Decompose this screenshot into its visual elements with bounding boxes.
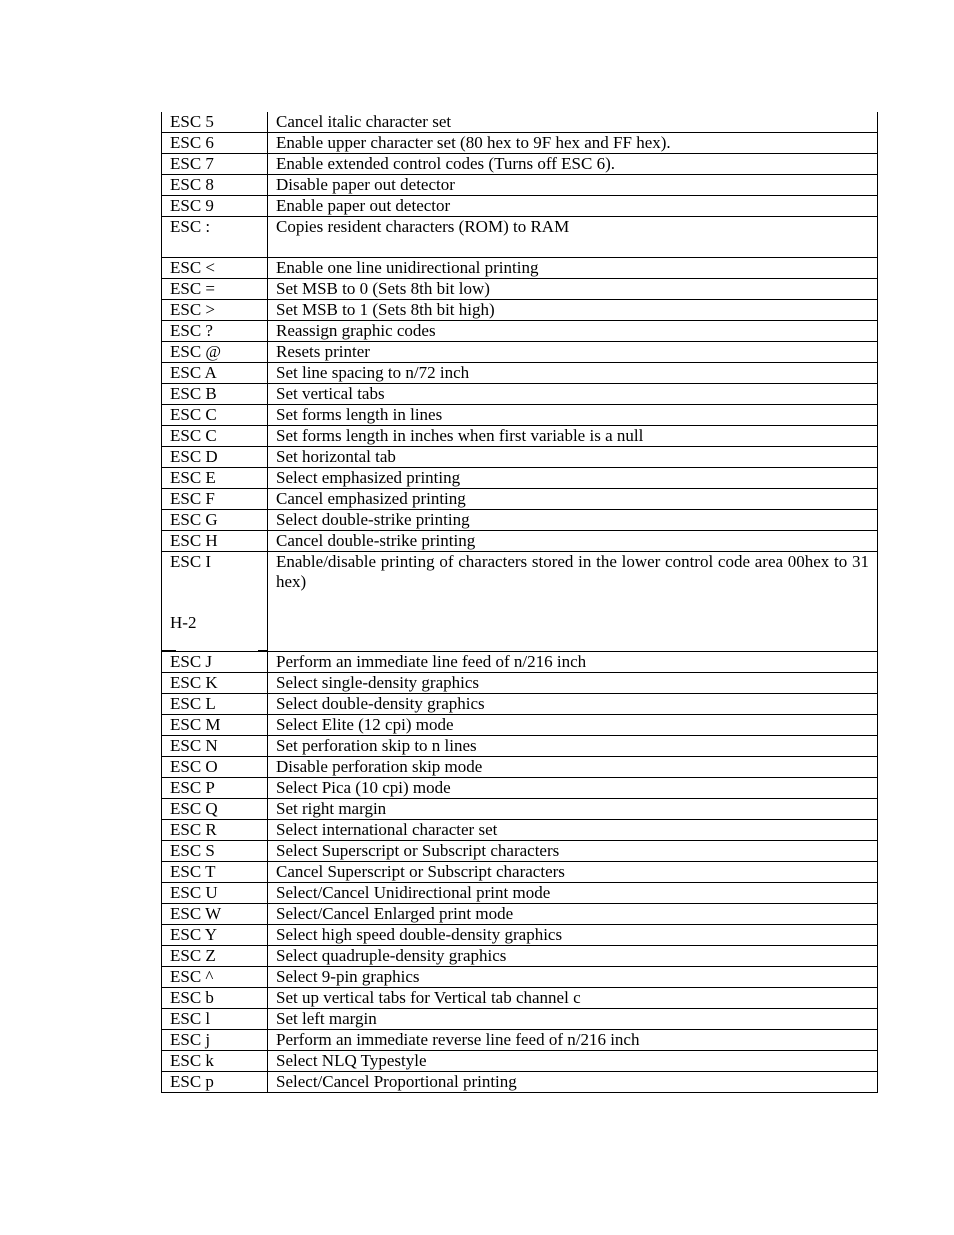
command-description: Cancel Superscript or Subscript characters: [268, 862, 878, 883]
table-row: [162, 321, 878, 342]
command-description: Select Superscript or Subscript characters: [268, 841, 878, 862]
command-code: ESC j: [170, 1030, 211, 1049]
table-row: [162, 363, 878, 384]
table-row: [162, 736, 878, 757]
table-row: [162, 489, 878, 510]
command-code-cell: [162, 778, 268, 799]
command-code-cell: [162, 799, 268, 820]
table-row: [162, 1072, 878, 1093]
table-row: [162, 988, 878, 1009]
command-code: ESC l: [170, 1009, 211, 1028]
command-code: ESC T: [170, 862, 216, 881]
command-code-cell: [162, 1009, 268, 1030]
table-row: [162, 405, 878, 426]
command-code-cell: [162, 342, 268, 363]
command-code: ESC 6: [170, 133, 214, 152]
command-description: Reassign graphic codes: [268, 321, 878, 342]
command-code: ESC @: [170, 342, 222, 361]
table-row: [162, 1009, 878, 1030]
table-row: [162, 904, 878, 925]
command-description: Set up vertical tabs for Vertical tab channel c: [268, 988, 878, 1009]
command-description: Enable one line unidirectional printing: [268, 258, 878, 279]
table-row: [162, 300, 878, 321]
command-code: ESC :: [170, 217, 211, 236]
command-code: ESC 8: [170, 175, 214, 194]
table-row: [162, 552, 878, 652]
command-code-cell: [162, 736, 268, 757]
command-code-cell: [162, 694, 268, 715]
command-code: ESC M: [170, 715, 221, 734]
table-row: [162, 196, 878, 217]
command-code-cell: [162, 715, 268, 736]
command-description: Select double-strike printing: [268, 510, 878, 531]
command-description: Set horizontal tab: [268, 447, 878, 468]
table-row: [162, 279, 878, 300]
command-description: Cancel double-strike printing: [268, 531, 878, 552]
command-code-cell: [162, 1030, 268, 1051]
command-code: ESC b: [170, 988, 214, 1007]
command-description: Set perforation skip to n lines: [268, 736, 878, 757]
command-code-cell: [162, 426, 268, 447]
command-code-cell: [162, 300, 268, 321]
command-description: Cancel emphasized printing: [268, 489, 878, 510]
escape-code-table-body: [162, 112, 878, 1093]
command-code-cell: [162, 552, 268, 652]
command-description: Disable perforation skip mode: [268, 757, 878, 778]
table-row: [162, 342, 878, 363]
command-code-cell: [162, 862, 268, 883]
command-code: ESC W: [170, 904, 222, 923]
command-description: Cancel italic character set: [268, 112, 878, 133]
command-code-cell: [162, 217, 268, 258]
command-code: ESC B: [170, 384, 217, 403]
command-code-cell: [162, 925, 268, 946]
command-description: Select emphasized printing: [268, 468, 878, 489]
command-code-cell: [162, 384, 268, 405]
table-row: [162, 715, 878, 736]
command-description: Set MSB to 0 (Sets 8th bit low): [268, 279, 878, 300]
command-description: Select single-density graphics: [268, 673, 878, 694]
command-code-cell: [162, 510, 268, 531]
command-code: ESC U: [170, 883, 218, 902]
command-description: Set vertical tabs: [268, 384, 878, 405]
command-description: Set forms length in lines: [268, 405, 878, 426]
table-row: [162, 468, 878, 489]
command-description: Select/Cancel Enlarged print mode: [268, 904, 878, 925]
command-code-cell: [162, 196, 268, 217]
command-description: Select/Cancel Unidirectional print mode: [268, 883, 878, 904]
command-code-cell: [162, 154, 268, 175]
table-row: [162, 925, 878, 946]
command-description: Copies resident characters (ROM) to RAM: [268, 217, 878, 258]
command-code-cell: [162, 405, 268, 426]
command-description: Set left margin: [268, 1009, 878, 1030]
command-code-cell: [162, 652, 268, 673]
command-code: ESC >: [170, 300, 216, 319]
command-description: Select high speed double-density graphics: [268, 925, 878, 946]
command-code-cell: [162, 820, 268, 841]
command-code-cell: [162, 175, 268, 196]
table-row: [162, 112, 878, 133]
command-description: Enable upper character set (80 hex to 9F hex and FF hex).: [268, 133, 878, 154]
command-description: Enable extended control codes (Turns off ESC 6).: [268, 154, 878, 175]
command-description: Perform an immediate line feed of n/216 inch: [268, 652, 878, 673]
command-code: ESC H: [170, 531, 218, 550]
command-code: ESC ^: [170, 967, 214, 986]
command-code: ESC 5: [170, 112, 214, 131]
command-description: Select Pica (10 cpi) mode: [268, 778, 878, 799]
table-row: [162, 531, 878, 552]
command-code-cell: [162, 988, 268, 1009]
command-description: Select international character set: [268, 820, 878, 841]
table-row: [162, 447, 878, 468]
command-code-cell: [162, 1051, 268, 1072]
command-description: Set right margin: [268, 799, 878, 820]
command-code: ESC p: [170, 1072, 214, 1091]
table-row: [162, 133, 878, 154]
cell-rule-fragment: [161, 650, 176, 651]
command-code-cell: [162, 841, 268, 862]
command-code-cell: [162, 321, 268, 342]
command-code-cell: [162, 1072, 268, 1093]
command-code: ESC Y: [170, 925, 218, 944]
command-code-cell: [162, 468, 268, 489]
command-code-cell: [162, 757, 268, 778]
command-code-cell: [162, 967, 268, 988]
command-code-cell: [162, 279, 268, 300]
table-row: [162, 673, 878, 694]
table-row: [162, 1030, 878, 1051]
command-code: ESC G: [170, 510, 218, 529]
command-code: ESC O: [170, 757, 218, 776]
table-row: [162, 862, 878, 883]
command-description: Enable paper out detector: [268, 196, 878, 217]
table-row: [162, 883, 878, 904]
command-description: Set MSB to 1 (Sets 8th bit high): [268, 300, 878, 321]
command-description: Select NLQ Typestyle: [268, 1051, 878, 1072]
command-code: ESC Z: [170, 946, 216, 965]
table-row: [162, 426, 878, 447]
table-row: [162, 510, 878, 531]
table-row: [162, 778, 878, 799]
command-description: Perform an immediate reverse line feed of n/216 inch: [268, 1030, 878, 1051]
command-code: ESC 9: [170, 196, 214, 215]
table-row: [162, 694, 878, 715]
table-row: [162, 820, 878, 841]
command-code: ESC Q: [170, 799, 218, 818]
command-code-cell: [162, 258, 268, 279]
command-description: Disable paper out detector: [268, 175, 878, 196]
table-row: [162, 1051, 878, 1072]
command-code-cell: [162, 363, 268, 384]
table-row: [162, 841, 878, 862]
command-code: ESC =: [170, 279, 216, 298]
table-row: [162, 384, 878, 405]
table-row: [162, 175, 878, 196]
command-description: Select double-density graphics: [268, 694, 878, 715]
command-code: ESC E: [170, 468, 216, 487]
table-row: [162, 217, 878, 258]
table-row: [162, 967, 878, 988]
command-description: Enable/disable printing of characters stored in the lower control code area 00hex to 31 hex): [268, 552, 878, 652]
command-code: ESC S: [170, 841, 215, 860]
command-code-cell: [162, 447, 268, 468]
command-code: ESC P: [170, 778, 215, 797]
table-row: [162, 154, 878, 175]
command-description: Select Elite (12 cpi) mode: [268, 715, 878, 736]
command-description: Resets printer: [268, 342, 878, 363]
escape-code-table: [161, 112, 878, 1093]
command-code: ESC ?: [170, 321, 213, 340]
table-row: [162, 799, 878, 820]
command-code: ESC R: [170, 820, 217, 839]
command-code-cell: [162, 904, 268, 925]
command-code: ESC 7: [170, 154, 214, 173]
command-description: Select 9-pin graphics: [268, 967, 878, 988]
table-row: [162, 946, 878, 967]
command-code-cell: [162, 489, 268, 510]
command-code: ESC C: [170, 426, 217, 445]
command-description: Set line spacing to n/72 inch: [268, 363, 878, 384]
command-code: ESC A: [170, 363, 217, 382]
table-row: [162, 652, 878, 673]
command-code-cell: [162, 133, 268, 154]
command-code: ESC I: [170, 552, 212, 571]
table-row: [162, 757, 878, 778]
cell-rule-fragment: [258, 650, 268, 651]
command-code: ESC C: [170, 405, 217, 424]
command-description: Set forms length in inches when first variable is a null: [268, 426, 878, 447]
command-description: Select/Cancel Proportional printing: [268, 1072, 878, 1093]
table-row: [162, 258, 878, 279]
command-code: ESC N: [170, 736, 218, 755]
command-code-cell: [162, 531, 268, 552]
command-code: ESC F: [170, 489, 215, 508]
command-code: ESC k: [170, 1051, 214, 1070]
command-code: ESC <: [170, 258, 216, 277]
command-code: ESC K: [170, 673, 218, 692]
command-code-cell: [162, 112, 268, 133]
command-code-cell: [162, 883, 268, 904]
command-description: Select quadruple-density graphics: [268, 946, 878, 967]
command-code: ESC J: [170, 652, 213, 671]
command-code-cell: [162, 673, 268, 694]
command-code: ESC D: [170, 447, 218, 466]
page-number: H-2: [170, 613, 197, 632]
command-code-cell: [162, 946, 268, 967]
command-code: ESC L: [170, 694, 216, 713]
